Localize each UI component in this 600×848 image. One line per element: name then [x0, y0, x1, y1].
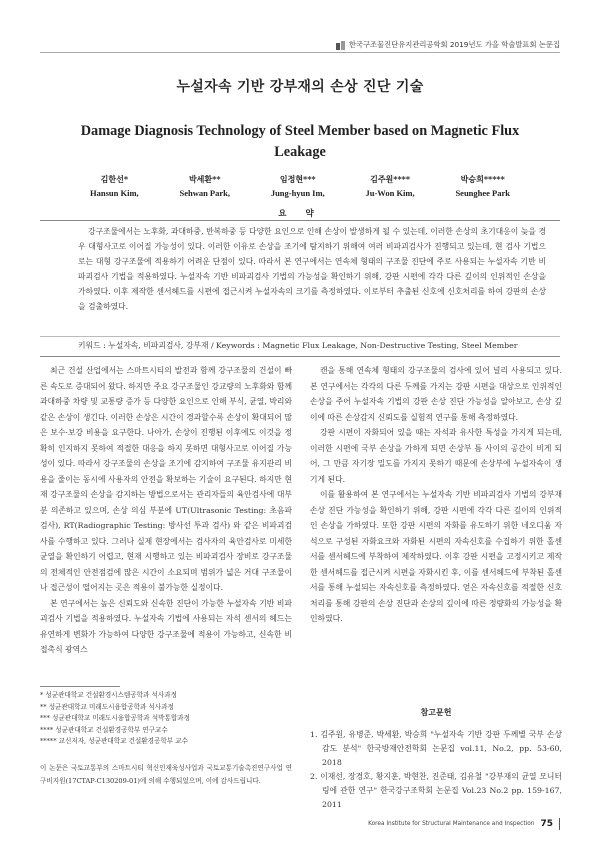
page-footer: [368, 818, 560, 830]
author-name-ko: 박세환**: [188, 174, 221, 184]
body-paragraph: 이를 활용하여 본 연구에서는 누설자속 기반 비파괴검사 기법의 강부재 손상 진단 가능성을 확인하기 위해, 강판 시편에 각각 다른 깊이의 인위적인 손상을 가하였다. 또한 강판 시편의 자화를 유도하기 위한 네오디움 자석으로 구성된 자화요크와 자화된 시편의 자속신호를 수집하기 위한 홀센서를 센서헤드에 부착하여 제작하였다. 이후 강판 시편을 고정시키고 제작한 센서헤드를 접근시켜 시편을 자화시킨 후, 이를 센서헤드에 부착된 홀센서를 통해 누설되는 자속신호를 측정하였다. 얻은 자속신호를 적절한 신호처리를 통해 강판의 손상 진단과 손상의 깊이에 따른 정량화의 가능성을 확인하였다.: [310, 490, 562, 623]
footnote-item: ** 성균관대학교 미래도시융합공학과 석사과정: [40, 702, 174, 711]
author-list: [90, 174, 510, 198]
references-list: [310, 728, 562, 812]
abstract-body: 강구조물에서는 노후화, 과대하중, 반복하중 등 다양한 요인으로 인해 손상이 발생하게 될 수 있는데, 이러한 손상의 초기대응이 늦을 경우 대형사고로 이어질 가능성이 있다. 이러한 이유로 손상을 조기에 탐지하기 위해여 여러 비파괴검사가 진행되고 있는데, 현 검사 기법으로는 대형 강구조물에 적용하기 어려운 단점이 있다. 따라서 본 연구에서는 연속체 형태의 구조물 진단에 주로 사용되는 누설자속 기반 비파괴검사 기법을 적용하였다. 누설자속 기반 비파괴검사 기법의 가능성을 확인하기 위해, 강판 시편에 각각 다른 깊이의 인위적인 손상을 가하였다. 이후 제작한 센서헤드를 시편에 접근시켜 누설자속의 크기를 측정하였다. 이로부터 추출된 신호에 신호처리를 하여 강판의 손상을 검출하였다.: [78, 227, 546, 311]
abstract-mid-rule: [40, 336, 560, 337]
author-name-en: Sehwan Park,: [179, 188, 231, 198]
paper-title-english: Damage Diagnosis Technology of Steel Member based on Magnetic Flux Leakage: [80, 123, 520, 160]
reference-item: 1. 김주원, 유병준, 박세환, 박승희 "누설자속 기반 강판 두께별 국부 손상 감도 분석" 한국방재안전학회 논문집 vol.11, No.2, pp. 53-60, 2018: [310, 730, 562, 767]
abstract-heading: 요 약: [278, 209, 322, 219]
page-number: 75: [540, 819, 553, 829]
footer-bar: [559, 818, 560, 830]
author: [366, 174, 415, 198]
author: [271, 174, 325, 198]
running-header: [336, 40, 560, 50]
references-heading: 참고문헌: [420, 707, 452, 717]
body-column-right: [310, 363, 562, 627]
body-column-left: [40, 363, 292, 658]
body-paragraph: 강판 시편이 자화되어 있을 때는 자석과 유사한 특성을 가지게 되는데, 이러한 시편에 국부 손상을 가하게 되면 손상부 틈 사이의 공간이 비게 되어, 그 만큼 자기장 밀도를 가지지 못하기 때문에 손상부에 누설자속이 생기게 된다.: [310, 428, 562, 484]
author: [90, 174, 139, 198]
author-name-ko: 임정현***: [279, 174, 316, 184]
author-name-ko: 김주원****: [370, 174, 411, 184]
author-name-en: Seunghee Park: [455, 188, 510, 198]
author-name-ko: 박승희*****: [460, 174, 505, 184]
body-paragraph: 캔을 통해 연속체 형태의 강구조물의 검사에 있어 널리 사용되고 있다. 본 연구에서는 각각의 다른 두께를 가지는 강판 시편을 대상으로 인위적인 손상을 주어 누설자속 기법의 강판 손상 진단 가능성을 알아보고, 손상 깊이에 따른 손상감지 신뢰도를 실험적 연구를 통해 측정하였다.: [310, 366, 562, 422]
body-paragraph: 최근 건설 산업에서는 스마트시티의 발전과 함께 강구조물의 건설이 빠른 속도로 증대되어 왔다. 하지만 주요 강구조물인 강교량의 노후화와 함께 과대하중 차량 및 교통량 증가 등 다양한 요인으로 인해 부식, 균열, 박리와 같은 손상이 생긴다. 이러한 손상은 시간이 경과할수록 손상이 확대되어 많은 보수·보강 비용을 요구한다. 나아가, 손상이 진행된 이후에도 이것을 정확히 인지하지 못하여 적절한 대응을 하지 못하면 대형사고로 이어질 가능성이 있다. 따라서 강구조물의 손상을 조기에 감지하여 구조물 유지관리 비용을 줄이는 동시에 사용자의 안전을 확보하는 기술이 요구된다. 하지만 현재 강구조물의 손상을 감지하는 방법으로서는 관리자들의 육안검사에 대부분 의존하고 있으며, 손상 의심 부분에 UT(Ultrasonic Testing: 초음파 검사), RT(Radiographic Testing: 방사선 투과 검사) 와 같은 비파괴검사를 수행하고 있다. 그러나 실제 현장에서는 검사자의 육안검사로 미세한 균열을 확인하기 어렵고, 현재 시행하고 있는 비파괴검사 장비로 강구조물의 전체적인 안전점검에 많은 시간이 소요되며 범위가 넓은 거대 구조물이나 접근성이 떨어지는 곳은 적용이 불가능한 실정이다.: [40, 366, 292, 592]
author: [455, 174, 510, 198]
keywords: 키워드 : 누설자속, 비파괴검사, 강부재 / Keywords : Magnetic Flux Leakage, Non-Destructive Testing, Steel Member: [78, 341, 518, 350]
acknowledgment: 이 논문은 국토교통부의 스마트시티 혁신인재육성사업과 국토교통기술촉진연구사업 연구비지원(17CTAP-C130209-01)에 의해 수행되었으며, 이에 감사드립니다.: [40, 764, 292, 785]
abstract-bottom-rule: [40, 356, 560, 357]
footnote-divider: [40, 686, 120, 687]
author-name-ko: 김한선*: [100, 174, 129, 184]
footnote-item: **** 성균관대학교 건설환경공학부 연구교수: [40, 725, 168, 734]
abstract-top-rule: [40, 220, 560, 221]
author-name-en: Hansun Kim,: [90, 188, 139, 198]
body-paragraph: 본 연구에서는 높은 신뢰도와 신속한 진단이 가능한 누설자속 기반 비파괴검사 기법을 적용하였다. 누설자속 기법에 사용되는 자석 센서의 헤드는 유연하게 변화가 가능하여 다양한 강구조물에 적용이 가능하고, 신속한 비접촉식 광역스: [40, 598, 292, 654]
footnote-item: ***** 교신저자, 성균관대학교 건설환경공학부 교수: [40, 737, 188, 745]
footer-text: Korea Institute for Structural Maintenance and Inspection: [368, 821, 535, 827]
reference-item: 2. 이재선, 장경호, 황지훈, 박현찬, 진준태, 김유철 "강부재의 균열 모니터링에 관한 연구" 한국강구조학회 논문집 Vol.23 No.2 pp. 159-167, 2011: [310, 772, 562, 809]
header-divider: [40, 52, 560, 53]
author: [179, 174, 230, 198]
running-header-text: 한국구조물진단유지관리공학회 2019년도 가을 학술발표회 논문집: [348, 40, 560, 49]
paper-title-korean: 누설자속 기반 강부재의 손상 진단 기술: [176, 79, 424, 95]
bookmark-icon: [336, 41, 345, 50]
author-name-en: Jung-hyun Im,: [270, 188, 325, 198]
author-name-en: Ju-Won Kim,: [365, 188, 415, 198]
footnote-item: * 성균관대학교 건설환경시스템공학과 석사과정: [40, 691, 177, 699]
footnote-item: *** 성균관대학교 미래도시융합공학과 석박통합과정: [40, 714, 190, 722]
affiliation-footnotes: [40, 690, 292, 748]
